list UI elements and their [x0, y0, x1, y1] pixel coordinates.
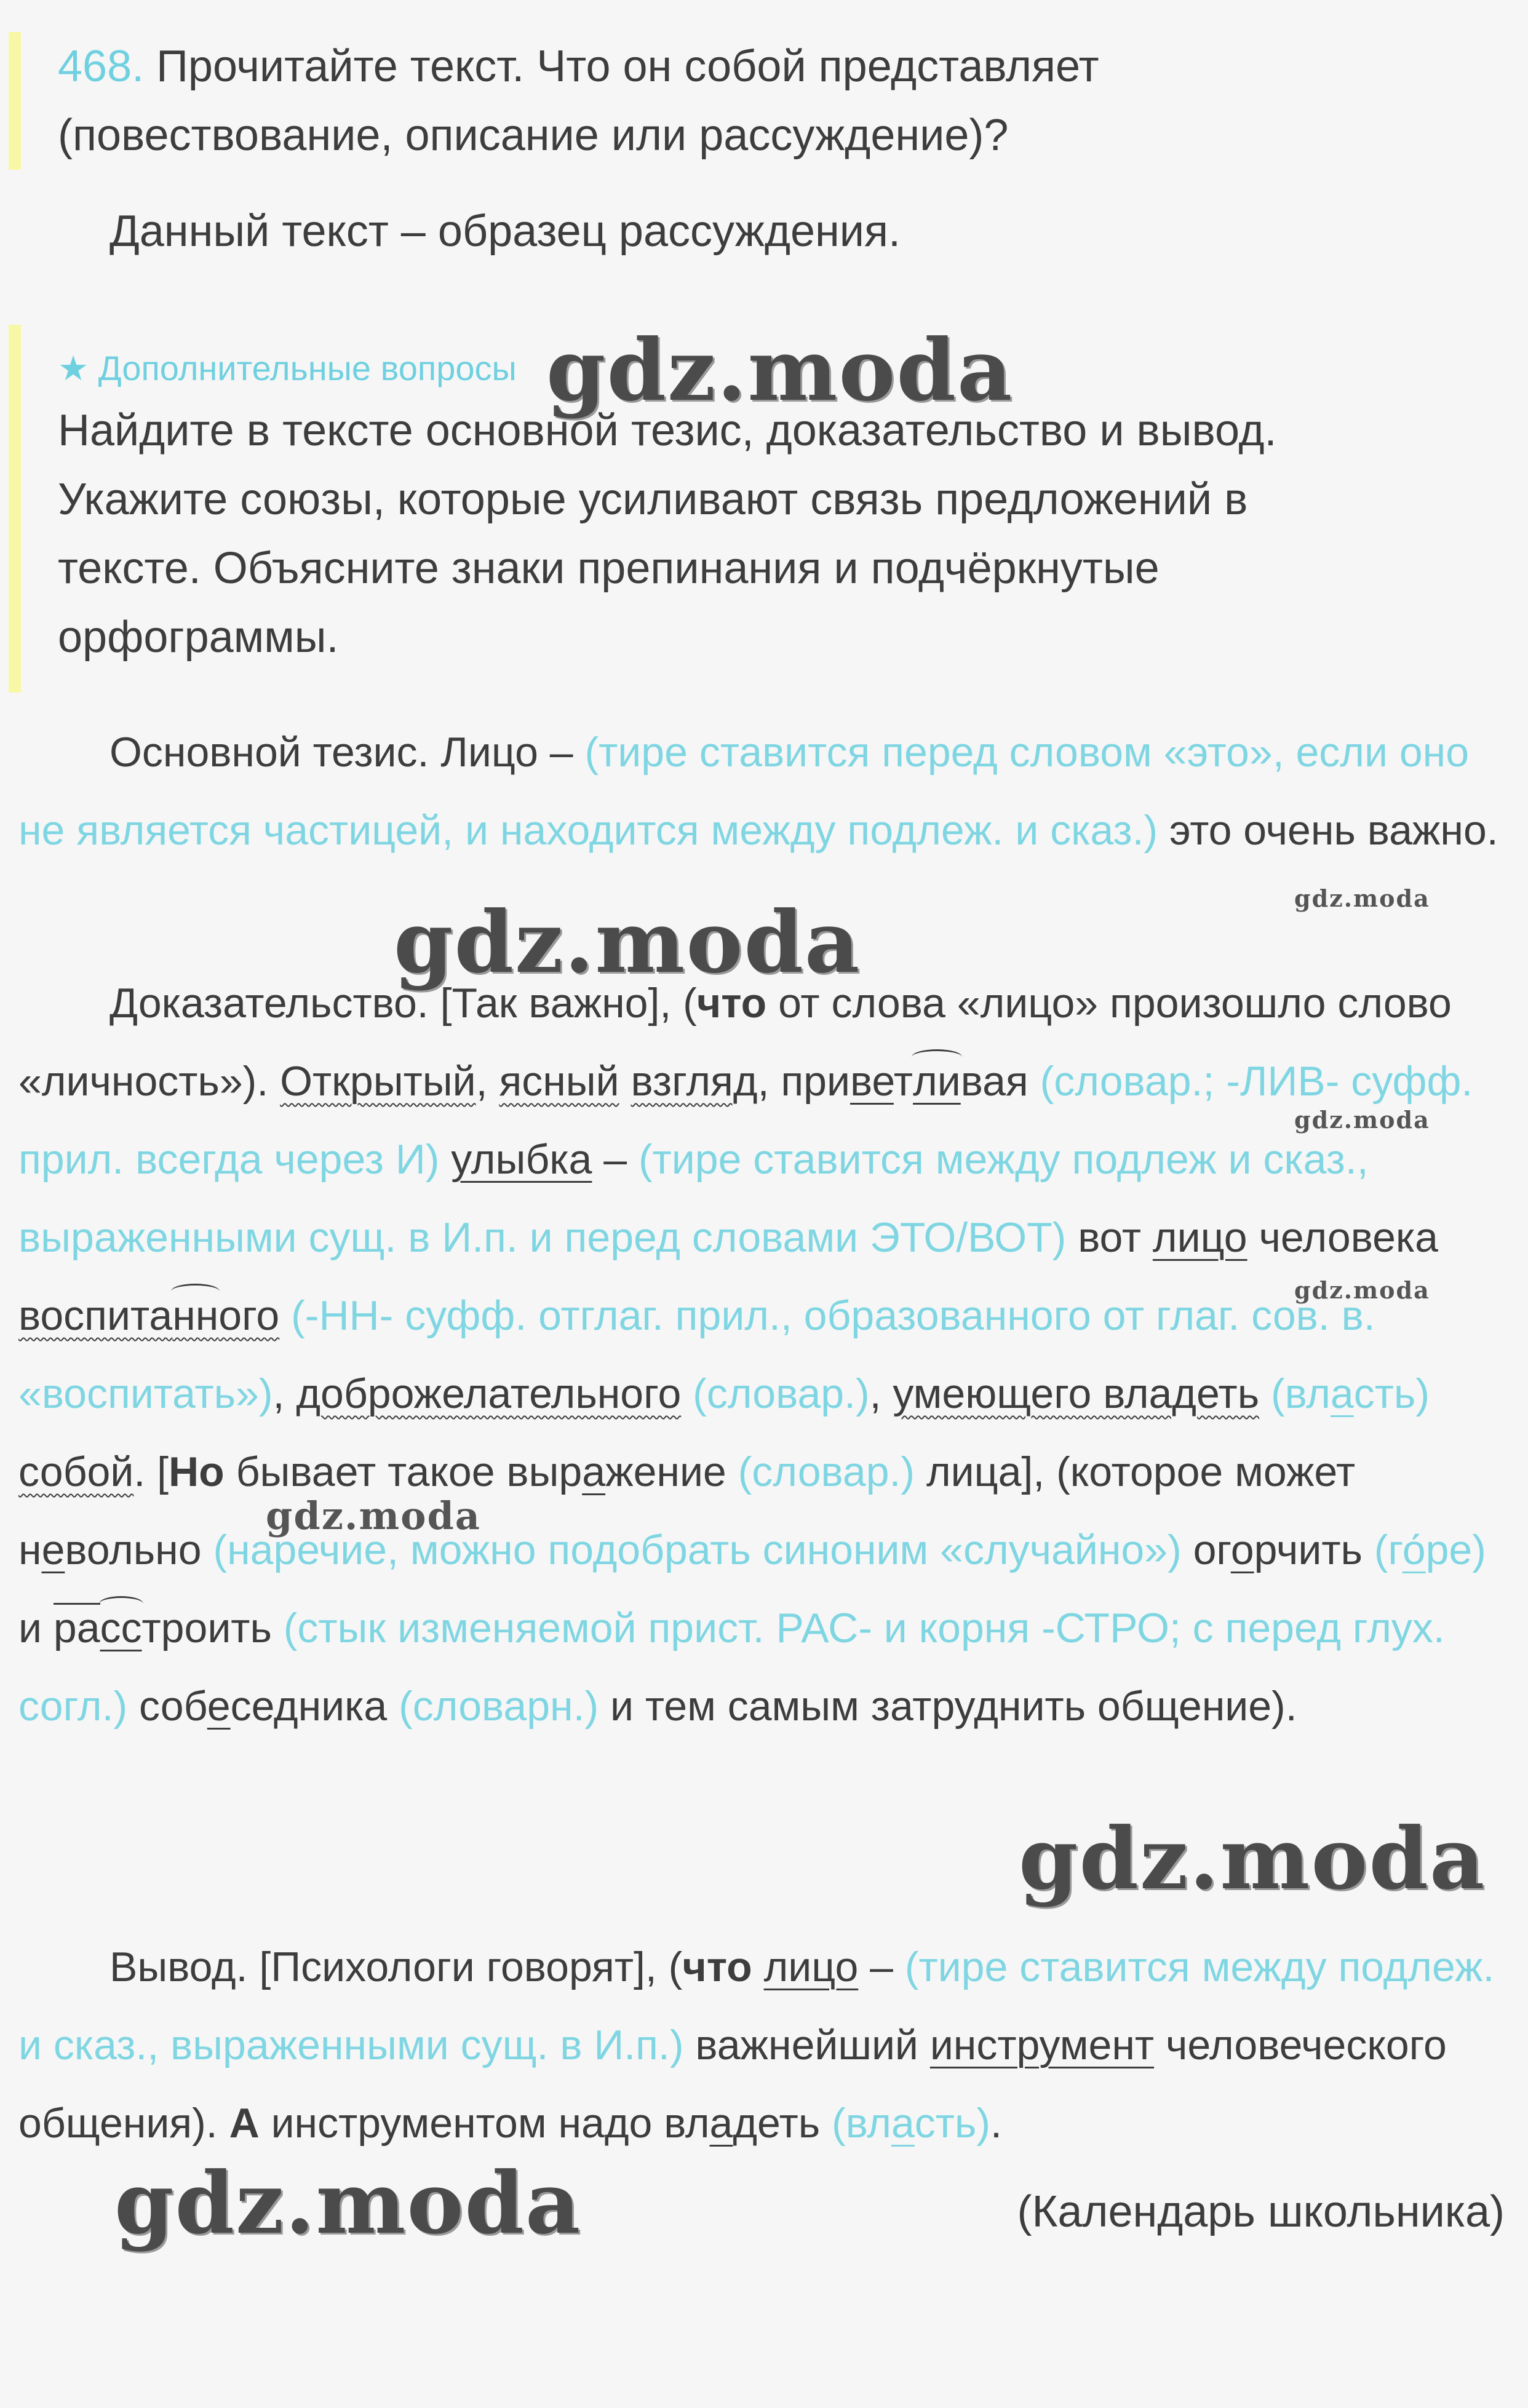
- proof-text: от слова «лицо» произошло слово «личность»).: [18, 980, 1452, 1105]
- watermark: gdz.moda: [1294, 1276, 1430, 1304]
- proof-text: вот: [1066, 1214, 1153, 1261]
- thesis-text-end: это очень важно.: [1158, 807, 1498, 854]
- thesis-paragraph: [18, 713, 1513, 870]
- conclusion-text: деть: [733, 2100, 832, 2147]
- proof-text: Доказательство. [Так важно], (: [109, 980, 697, 1027]
- proof-comment: (словарн.): [399, 1683, 599, 1730]
- task-number: 468.: [58, 42, 145, 91]
- proof-text: соб: [127, 1683, 207, 1730]
- answer-text-type: Данный текст – образец рассуждения.: [109, 207, 901, 256]
- proof-comment: (словар.; -ЛИВ- суфф. прил. всегда через И): [18, 1058, 1473, 1183]
- conclusion-text: человеческого общения).: [18, 2022, 1447, 2147]
- thesis-text: Основной тезис. Лицо –: [109, 729, 585, 776]
- proof-text: ,: [869, 1370, 893, 1417]
- conclusion-conjunction: что: [682, 1944, 752, 1990]
- conclusion-comment: (тире ставится между подлеж. и сказ., выраженными сущ. в И.п.): [18, 1944, 1495, 2068]
- task-text: [58, 32, 1528, 170]
- proof-orthogram: ве: [850, 1058, 894, 1105]
- proof-text: –: [592, 1136, 639, 1183]
- source-citation: (Календарь школьника): [1017, 2187, 1505, 2236]
- task-text-line2: (повествование, описание или рассуждение)?: [58, 111, 1009, 160]
- watermark: gdz.moda: [1294, 884, 1430, 912]
- conclusion-text: инструментом надо вл: [259, 2100, 710, 2147]
- watermark: gdz.moda: [394, 892, 861, 992]
- conclusion-comment-orthogram: а: [891, 2100, 915, 2147]
- proof-text: троить: [141, 1605, 284, 1651]
- conclusion-paragraph: [18, 1928, 1513, 2163]
- proof-word: Открытый: [280, 1058, 476, 1105]
- watermark: gdz.moda: [114, 2153, 582, 2253]
- watermark: gdz.moda: [1019, 1808, 1486, 1909]
- proof-text: жение: [605, 1448, 738, 1495]
- proof-text: и тем самым затруднить общение).: [599, 1683, 1297, 1730]
- conclusion-predicate: инструмент: [929, 2022, 1155, 2068]
- watermark: gdz.moda: [546, 320, 1014, 420]
- conclusion-comment: (вл: [832, 2100, 891, 2147]
- proof-comment-orthogram: а: [1330, 1370, 1354, 1417]
- proof-comment: (словар.): [693, 1370, 870, 1417]
- conclusion-comment: сть): [914, 2100, 990, 2147]
- proof-text: вольно: [65, 1527, 213, 1573]
- proof-text: [439, 1136, 451, 1183]
- extra-questions-title: Дополнительные вопросы: [98, 349, 517, 387]
- proof-text: ,: [273, 1370, 296, 1417]
- proof-text: лица], (которое может н: [18, 1448, 1356, 1573]
- proof-comment: (наречие, можно подобрать синоним «случайно»): [213, 1527, 1182, 1573]
- proof-text: [681, 1370, 693, 1417]
- proof-text: [1259, 1370, 1271, 1417]
- proof-word: собой: [18, 1448, 134, 1495]
- proof-word: доброжелательного: [296, 1370, 682, 1417]
- conclusion-text: Вывод. [Психологи говорят], (: [109, 1944, 683, 1990]
- extra-question-line2: Укажите союзы, которые усиливают связь предложений в: [58, 475, 1248, 524]
- extra-question-line3: тексте. Объясните знаки препинания и подчёркнутые: [58, 544, 1160, 593]
- proof-text: седника: [230, 1683, 399, 1730]
- proof-word: взгляд: [631, 1058, 758, 1105]
- proof-text: ог: [1181, 1527, 1231, 1573]
- task-text-line1: Прочитайте текст. Что он собой представляет: [156, 42, 1099, 91]
- proof-comment: (г: [1374, 1527, 1403, 1573]
- watermark: gdz.moda: [266, 1493, 481, 1538]
- proof-orthogram: о: [1230, 1527, 1254, 1573]
- conclusion-conjunction: А: [229, 2100, 260, 2147]
- proof-orthogram: е: [41, 1527, 65, 1573]
- conclusion-text: .: [990, 2100, 1002, 2147]
- proof-word: ого: [218, 1292, 280, 1339]
- thesis-comment: (тире ставится перед словом «это», если оно не является частицей, и находится между подлеж. и сказ.): [18, 729, 1470, 854]
- task-block: [9, 32, 1528, 170]
- proof-subject: улыбка: [451, 1136, 592, 1183]
- proof-comment: (тире ставится между подлеж и сказ., выраженными сущ. в И.п. и перед словами ЭТО/ВОТ): [18, 1136, 1369, 1261]
- proof-text: бывает такое выр: [224, 1448, 583, 1495]
- proof-subject: лицо: [1152, 1214, 1247, 1261]
- proof-text: человека: [1247, 1214, 1438, 1261]
- conclusion-text: [752, 1944, 764, 1990]
- proof-comment: сть): [1353, 1370, 1430, 1417]
- proof-text: [279, 1292, 291, 1339]
- conclusion-orthogram: а: [709, 2100, 733, 2147]
- proof-text: . [: [133, 1448, 169, 1495]
- proof-text: [619, 1058, 631, 1105]
- proof-comment: (-НН- суфф. отглаг. прил., образованного от глаг. сов. в. «воспитать»): [18, 1292, 1375, 1417]
- proof-text: рчить: [1254, 1527, 1374, 1573]
- extra-question-line1: Найдите в тексте основной тезис, доказательство и вывод.: [58, 406, 1277, 455]
- proof-conjunction: что: [696, 980, 767, 1027]
- star-icon: ★: [58, 349, 89, 387]
- proof-word: ясный: [499, 1058, 619, 1105]
- extra-questions-text: [58, 396, 1528, 672]
- conclusion-subject: лицо: [763, 1944, 859, 1990]
- proof-text: ,: [476, 1058, 499, 1105]
- extra-question-line4: орфограммы.: [58, 613, 339, 662]
- proof-comment: (стык изменяемой прист. РАС- и корня -СТРО; с перед глух. согл.): [18, 1605, 1445, 1730]
- proof-text: т: [893, 1058, 913, 1105]
- conclusion-text: –: [858, 1944, 905, 1990]
- proof-orthogram: сс: [100, 1605, 142, 1651]
- proof-comment: (словар.): [738, 1448, 915, 1495]
- proof-comment-orthogram: о́: [1402, 1527, 1426, 1573]
- proof-paragraph: [18, 964, 1513, 1746]
- watermark: gdz.moda: [1294, 1106, 1430, 1134]
- proof-word: умеющего владеть: [893, 1370, 1260, 1417]
- proof-comment: (вл: [1271, 1370, 1331, 1417]
- proof-orthogram: нн: [172, 1292, 219, 1339]
- proof-text: , при: [757, 1058, 850, 1105]
- proof-orthogram: е: [207, 1683, 231, 1730]
- proof-orthogram: а: [582, 1448, 606, 1495]
- proof-conjunction: Но: [169, 1448, 225, 1495]
- proof-comment: ре): [1425, 1527, 1486, 1573]
- conclusion-text: важнейший: [683, 2022, 930, 2068]
- proof-word: воспита: [18, 1292, 173, 1339]
- proof-text: вая: [960, 1058, 1040, 1105]
- proof-prefix: ра: [54, 1603, 100, 1651]
- proof-orthogram: ли: [913, 1058, 961, 1105]
- proof-text: и: [18, 1605, 54, 1651]
